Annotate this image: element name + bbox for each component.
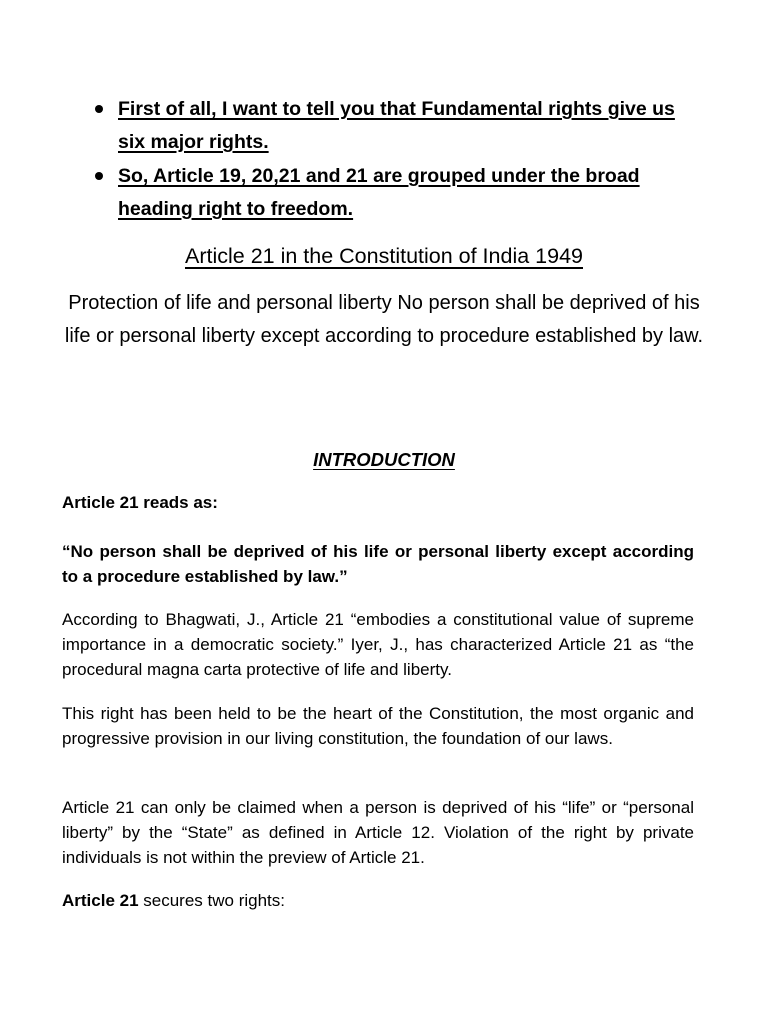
bullet-item — [92, 93, 692, 159]
article-quote: “No person shall be deprived of his life or personal liberty except according to a procedure established by law.” — [62, 542, 694, 586]
secures-rest: secures two rights: — [138, 891, 285, 910]
article-heading: Article 21 in the Constitution of India 1949 — [184, 244, 583, 268]
introduction-heading: INTRODUCTION — [313, 449, 455, 470]
secures-bold: Article 21 — [62, 891, 139, 910]
bhagwati-paragraph: According to Bhagwati, J., Article 21 “embodies a constitutional value of supreme importance in a democratic society.” Iyer, J., has characterized Article 21 as “the procedural magna carta protective of life and liberty. — [62, 610, 694, 679]
claimed-paragraph: Article 21 can only be claimed when a person is deprived of his “life” or “personal liberty” by the “State” as defined in Article 12. Violation of the right by private individuals is not within the preview of Article 21. — [62, 798, 694, 867]
protection-text: Protection of life and personal liberty No person shall be deprived of his life or personal liberty except according to procedure established by law. — [64, 292, 704, 347]
secures-line — [62, 888, 694, 913]
bullet-text: First of all, I want to tell you that Fundamental rights give us six major rights. — [118, 98, 675, 153]
bullet-list — [92, 93, 692, 227]
bullet-item — [92, 160, 692, 226]
bullet-dot-icon — [95, 105, 103, 113]
heart-paragraph: This right has been held to be the heart of the Constitution, the most organic and progressive provision in our living constitution, the foundation of our laws. — [62, 704, 694, 748]
reads-as-label: Article 21 reads as: — [62, 493, 218, 512]
bullet-text: So, Article 19, 20,21 and 21 are grouped under the broad heading right to freedom. — [118, 165, 640, 220]
bullet-dot-icon — [95, 172, 103, 180]
